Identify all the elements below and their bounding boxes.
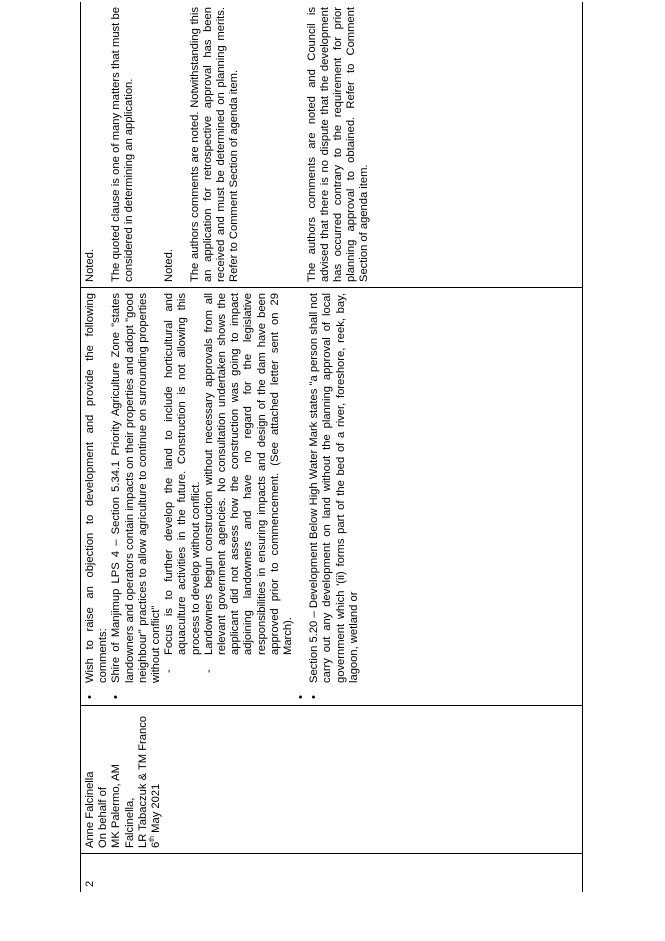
submitter-name: Anne Falcinella [84,771,96,848]
response-cell [81,2,583,288]
submission-point-section-520: • Section 5.20 – Development Below High Water Mark states "a person shall not carry out any development on land without the planning approval of local government which '(ii) forms part of the bed of a river, foreshore, reek, bay, lagoon, wetland or [308,293,361,700]
submission-subpoint-construction: - Landowners begun construction without necessary approvals from all relevant government agencies. No consultation undertaken shows the applicant did not assess how the construction was going to impact adjoining landowners and have no regard for the legislative responsibilities in ensuring impacts and design of the dam have been approved prior to commencement. (See attached letter sent on 29 March). [203,293,295,655]
row-number-cell [81,854,583,893]
submission-points [84,293,361,700]
response-noted-1: Noted. [84,249,96,282]
submission-point-lps4-text: Shire of Manjimup LPS 4 – Section 5.34.1 Priority Agriculture Zone "states landowners and operators contain impacts on their properties and adopt "good neighbour" practices to allow agriculture to continue on surrounding properties without conflict" [110,293,163,683]
submission-subpoint-focus: - Focus is to further develop the land to include horticultural and aquaculture activities in the future. Construction is not allowing this process to develop without conflict. [163,293,203,655]
response-retrospective: The authors comments are noted. Notwithstanding this an application for retrospective approval has been received and must be determined on planning merits. Refer to Comment Section of agenda item. [188,7,241,282]
row-number: 2 [84,880,96,887]
spacer [176,7,189,282]
submission-cell [81,288,583,706]
submission-subpoints [163,293,295,683]
table-row [81,2,583,892]
parties-line-1: MK Palermo, AM Falcinella, [110,764,136,848]
spacer [97,7,110,282]
submission-point-objection: • Wish to raise an objection to development and provide the following comments: [84,293,110,700]
submitter-cell [81,706,583,854]
submission-point-lps4 [110,293,295,700]
response-quoted-clause: The quoted clause is one of many matters that must be considered in determining an application. [110,7,136,282]
rotated-page [80,7,583,892]
spacer [242,7,306,282]
date-suffix: th [149,835,157,842]
response-prior-approval: The authors comments are noted and Council is advised that there is no dispute that the development has occurred contrary to the requirement for prior planning approval to obtained. Refer to Comment Section of agenda item. [305,7,371,282]
date-day: 6 [150,841,163,848]
response-noted-2: Noted. [162,249,175,282]
submission-date [150,711,163,848]
parties-line-2: LR Tabaczuk & TM Franco [136,715,149,848]
spacer [137,7,163,282]
date-rest: May 2021 [150,783,163,836]
spacer [295,293,308,700]
submissions-table [80,2,583,892]
on-behalf-label: On behalf of [97,787,110,848]
